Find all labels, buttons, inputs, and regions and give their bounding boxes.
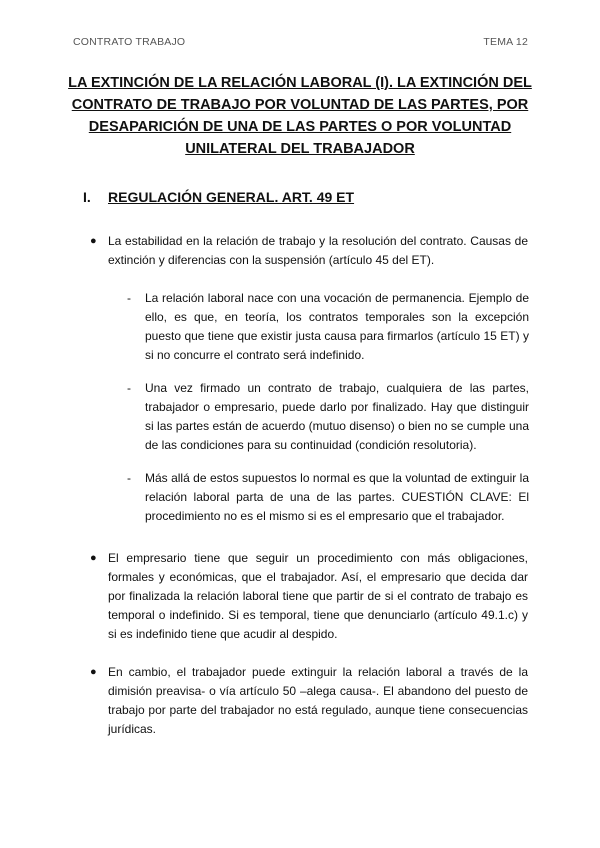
sub-list-item	[127, 289, 529, 365]
sub-list-item-text: Una vez firmado un contrato de trabajo, cualquiera de las partes, trabajador o empresario, puede darlo por finalizado. Hay que distinguir si las partes están de acuerdo (mutuo disenso) o bien no se cumple una de las condiciones para su continuidad (condición resolutoria).	[145, 381, 529, 452]
header-subject: CONTRATO TRABAJO	[73, 36, 186, 48]
sub-list-item	[127, 469, 529, 526]
header-topic: TEMA 12	[483, 36, 528, 48]
list-item-text: La estabilidad en la relación de trabajo y la resolución del contrato. Causas de extinción y diferencias con la suspensión (artículo 45 del ET).	[108, 234, 528, 267]
dash-icon: -	[127, 471, 131, 485]
section-number: I.	[83, 189, 91, 205]
list-item-text: El empresario tiene que seguir un procedimiento con más obligaciones, formales y económicas, que el trabajador. Así, el empresario que decida dar por finalizada la relación laboral tiene que partir de si el contrato de trabajo es temporal o indefinido. Si es temporal, tiene que denunciarlo (artículo 49.1.c) y si es indefinido tiene que acudir al despido.	[108, 551, 528, 641]
list-item	[90, 663, 528, 739]
sub-list-item-text: La relación laboral nace con una vocación de permanencia. Ejemplo de ello, es que, en teoría, los contratos temporales son la excepción puesto que tiene que existir justa causa para firmarlos (artículo 15 ET) y si no concurre el contrato será indefinido.	[145, 291, 529, 362]
bullet-dot-icon: ●	[90, 666, 97, 678]
sub-list-item-text: Más allá de estos supuestos lo normal es que la voluntad de extinguir la relación laboral parta de una de las partes. CUESTIÓN CLAVE: El procedimiento no es el mismo si es el empresario que el trabajador.	[145, 471, 529, 523]
sub-list-item	[127, 379, 529, 455]
dash-icon: -	[127, 381, 131, 395]
bullet-dot-icon: ●	[90, 552, 97, 564]
page-title: LA EXTINCIÓN DE LA RELACIÓN LABORAL (I). LA EXTINCIÓN DEL CONTRATO DE TRABAJO POR VOLUNTAD DE LAS PARTES, POR DESAPARICIÓN DE UNA DE LAS PARTES O POR VOLUNTAD UNILATERAL DEL TRABAJADOR	[68, 75, 532, 157]
dash-icon: -	[127, 291, 131, 305]
section-title: REGULACIÓN GENERAL. ART. 49 ET	[108, 189, 355, 205]
bullet-dot-icon: ●	[90, 235, 97, 247]
list-item	[90, 549, 528, 644]
list-item-text: En cambio, el trabajador puede extinguir la relación laboral a través de la dimisión preavisa- o vía artículo 50 –alega causa-. El abandono del puesto de trabajo por parte del trabajador no está regulado, aunque tiene consecuencias jurídicas.	[108, 665, 528, 736]
section-heading	[83, 189, 354, 205]
list-item	[90, 232, 528, 270]
